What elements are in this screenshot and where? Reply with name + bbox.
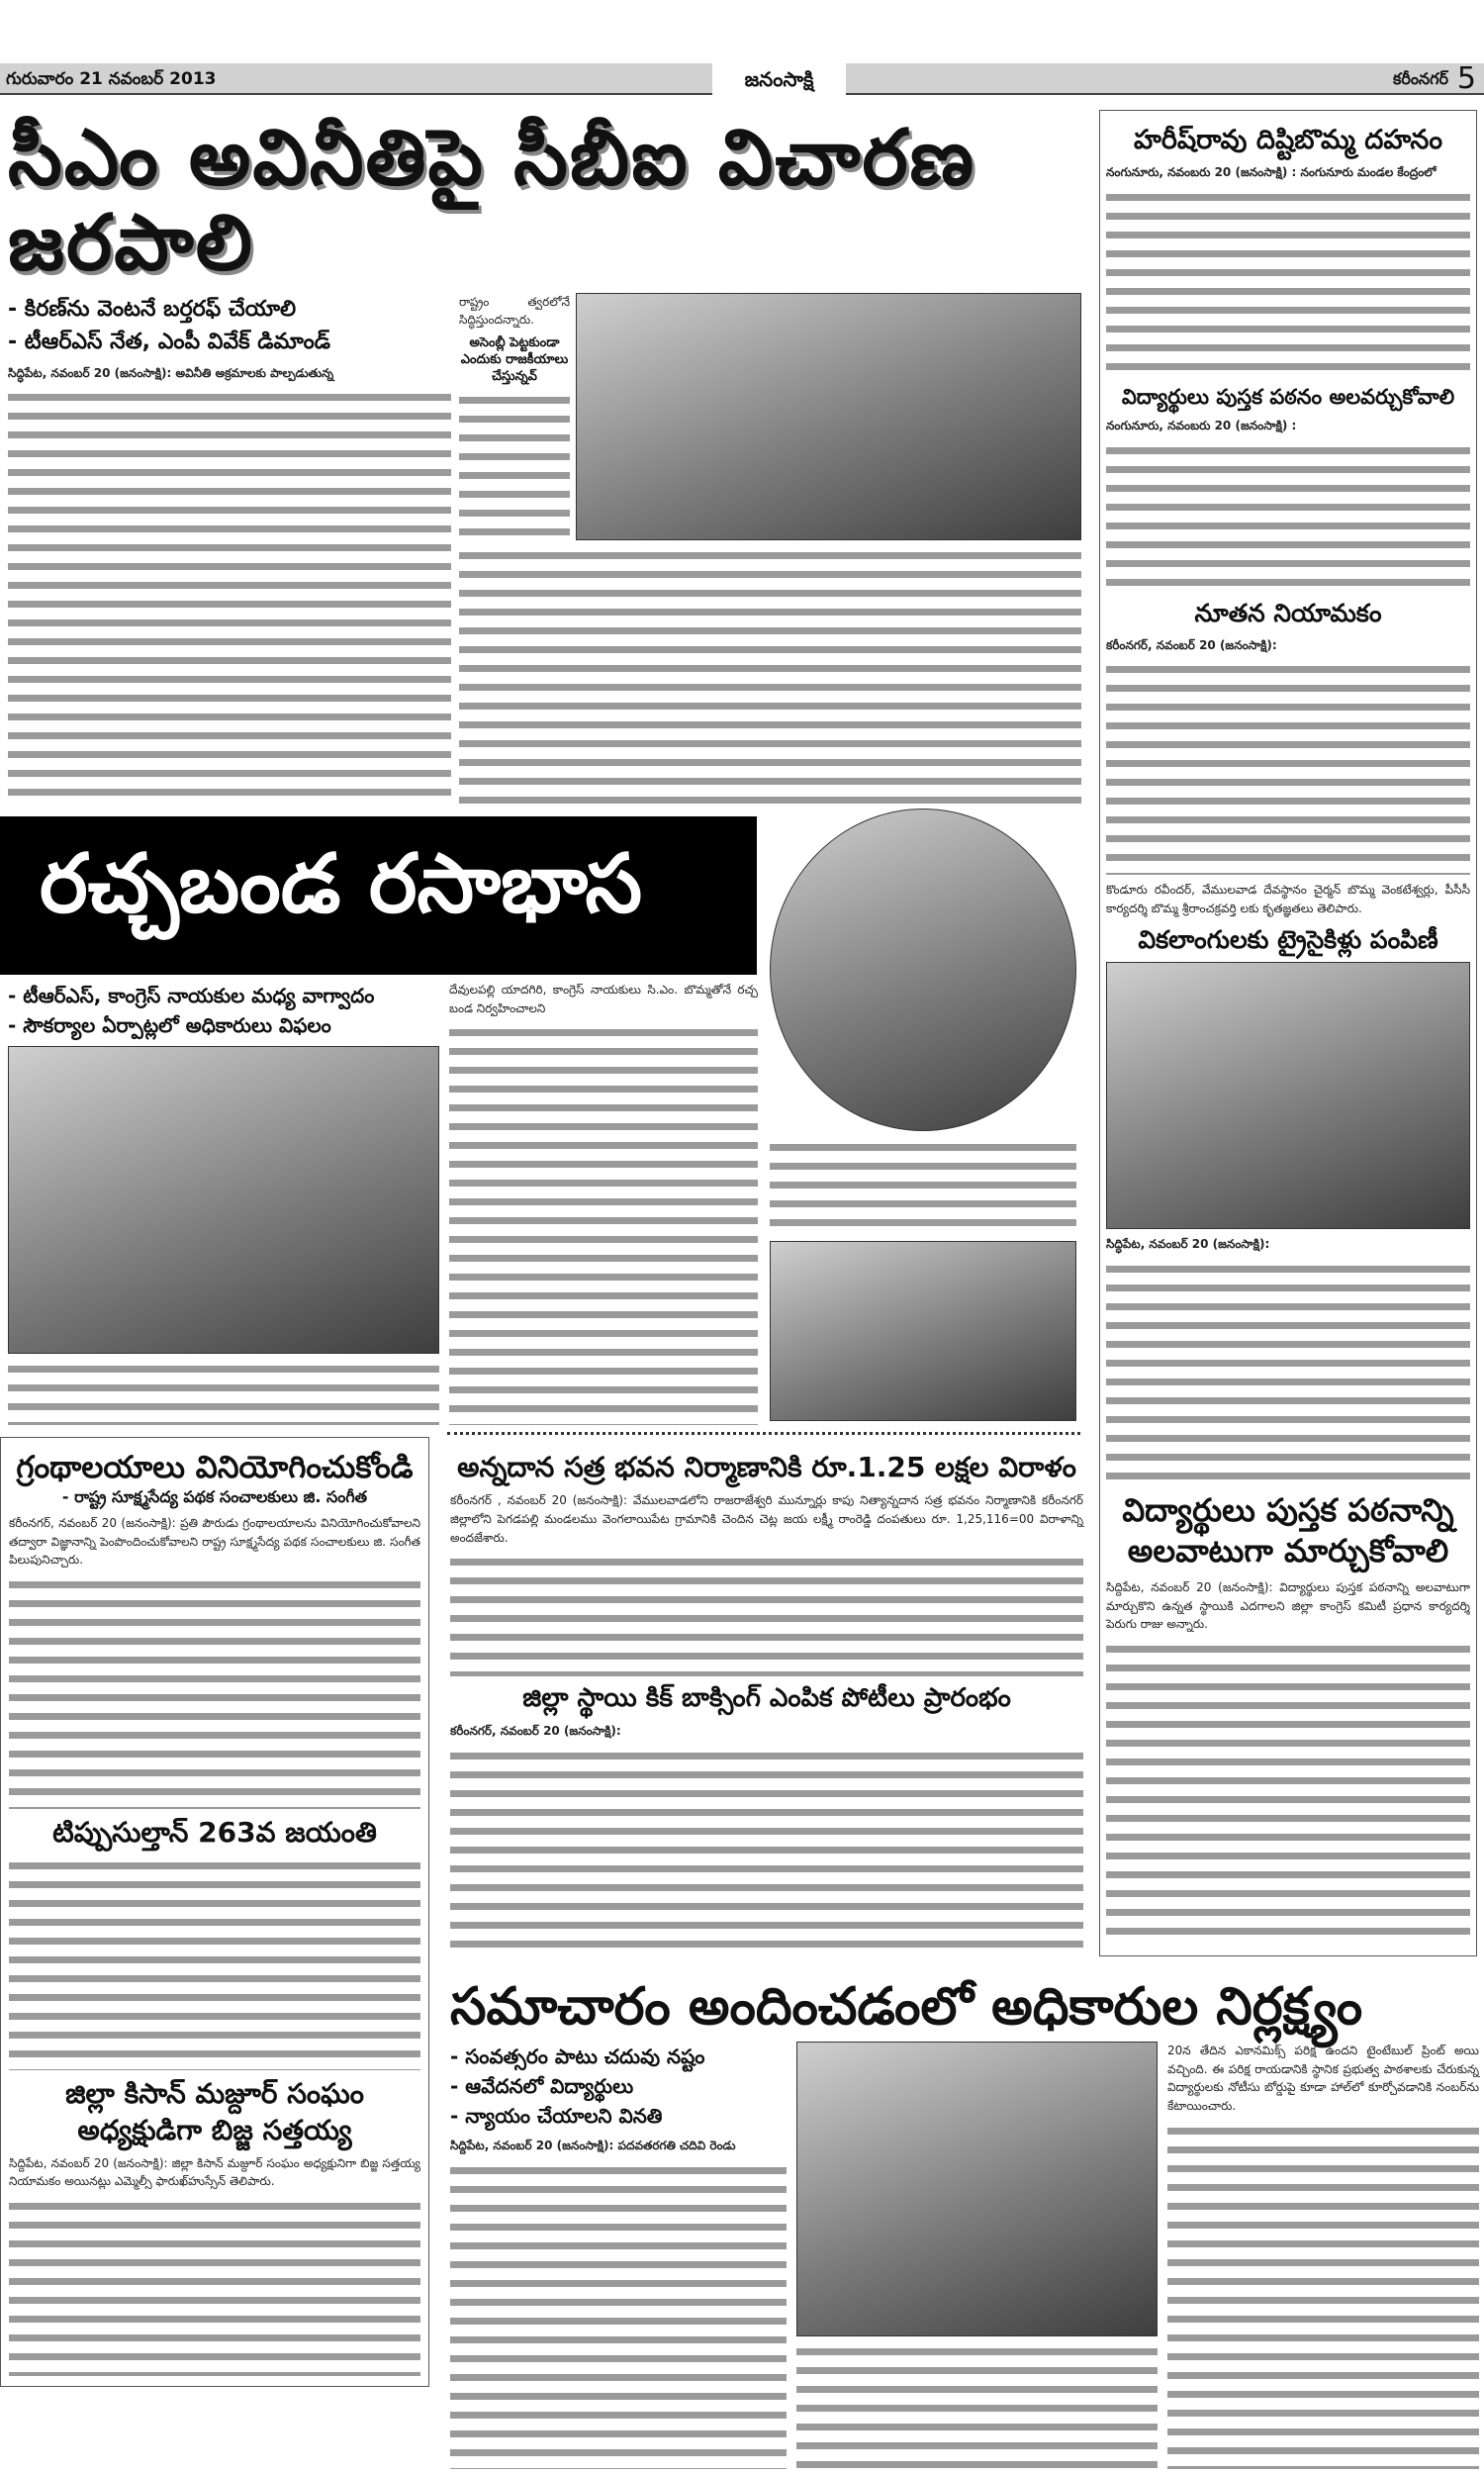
rachabanda-photo-2 bbox=[770, 1241, 1076, 1421]
appointment-body bbox=[1106, 660, 1470, 875]
kickboxing-headline: జిల్లా స్థాయి కిక్ బాక్సింగ్ ఎంపిక పోటీలు ప్రారంభం bbox=[522, 1683, 1011, 1714]
bottom-col3 bbox=[1167, 2042, 1479, 2469]
rachabanda-middle bbox=[449, 981, 762, 1425]
rachabanda-story bbox=[0, 816, 762, 1425]
kickboxing-dateline: కరీంనగర్, నవంబర్ 20 (జనంసాక్షి): bbox=[450, 1724, 621, 1739]
annadana-body-more bbox=[450, 1553, 1083, 1676]
lead-dateline: సిద్ధిపేట, నవంబర్ 20 (జనంసాక్షి): అవినీతి అక్రమాలకు పాల్పడుతున్న bbox=[8, 365, 334, 380]
lead-subhead: - కిరణ్‌ను వెంటనే బర్తరఫ్ చేయాలి bbox=[8, 296, 297, 322]
books1-dateline: నంగునూరు, నవంబరు 20 (జనంసాక్షి) : bbox=[1106, 419, 1297, 433]
lead-columns bbox=[8, 293, 1081, 807]
harish-dateline: నంగునూరు, నవంబరు 20 (జనంసాక్షి) : నంగునూరు మండల కేంద్రంలో bbox=[1106, 165, 1437, 180]
lead-headline: సీఎం అవినీతిపై సీబీఐ విచారణ జరపాలి bbox=[8, 114, 976, 288]
annadana-body: కరీంనగర్ , నవంబర్ 20 (జనంసాక్షి): వేములవాడలోని రాజరాజేశ్వరి మున్నూర్లు కాపు నిత్యాన్నదాన సత్ర భవనం నిర్మాణానికి కరీంనగర్ జిల్లాలోని పెగడపల్లి మండలము వెంగలాయిపేట గ్రామానికి చెందిన చెట్ల జయ లక్ష్మీ రాంరెడ్డి దంపతులు రూ. 1,25,116=00 విరాళాన్ని అందజేశారు. bbox=[450, 1493, 1083, 1545]
kisan-body-more bbox=[9, 2197, 420, 2376]
students-photo bbox=[796, 2042, 1158, 2336]
bottom-subhead: - ఆవేదనలో విద్యార్థులు bbox=[450, 2074, 634, 2099]
bottom-right-text: 20న తేదిన ఎకానమిక్స్ పరిక్ష ఉందని టైంటేబుల్ ప్రింట్ అయి వచ్చింది. ఈ పరిక్ష రాయడానికి స్థానిక ప్రభుత్వ పాఠశాలకు చేరుకున్న విద్యార్థులకు నోటీసు బోర్డుపై కూడా హాల్‌లో కూర్చోవడానికి నంబర్‌ను కేటాయించారు. bbox=[1167, 2044, 1479, 2113]
lead-body-lower bbox=[459, 546, 1081, 807]
lead-col2-top bbox=[459, 293, 1081, 540]
bottom-body bbox=[450, 2161, 787, 2469]
library-body-more bbox=[9, 1575, 420, 1809]
issue-date: గురువారం 21 నవంబర్ 2013 bbox=[6, 69, 217, 89]
bottom-subhead: - సంవత్సరం పాటు చదువు నష్టం bbox=[450, 2045, 705, 2069]
rachabanda-body-3 bbox=[770, 1138, 1076, 1232]
tricycle-headline: వికలాంగులకు ట్రైసైకిళ్లు పంపిణీ bbox=[1138, 924, 1438, 954]
lead-col2-text: రాష్ట్రం త్వరలోనే సిద్ధిస్తుందన్నారు. bbox=[459, 294, 570, 328]
bottom-headline: సమాచారం అందించడంలో అధికారుల నిర్లక్ష్యం bbox=[450, 1977, 1363, 2037]
newspaper-logo: జనంసాక్షి bbox=[712, 63, 846, 95]
books2-headline: విద్యార్థులు పుస్తక పఠనాన్ని అలవాటుగా మార్చుకోవాలి bbox=[1122, 1490, 1454, 1570]
library-subhead: - రాష్ట్ర సూక్ష్మసేద్య పథక సంచాలకులు జి. సంగీత bbox=[61, 1487, 368, 1507]
bottom-subhead: - న్యాయం చేయాలని వినతి bbox=[450, 2104, 663, 2129]
kisan-headline: జిల్లా కిసాన్ మజ్దూర్ సంఘం అధ్యక్షుడిగా బిజ్జ సత్తయ్య bbox=[65, 2077, 364, 2146]
appointment-headline: నూతన నియామకం bbox=[1194, 599, 1382, 628]
rachabanda-crowd-photo bbox=[8, 1046, 439, 1354]
middle-lower-stories bbox=[450, 1450, 1083, 1954]
bottom-story bbox=[450, 1979, 1479, 2469]
lead-photo bbox=[576, 293, 1081, 540]
bottom-right-body bbox=[1167, 2122, 1479, 2469]
bottom-body-2 bbox=[796, 2342, 1158, 2469]
books1-headline: విద్యార్థులు పుస్తక పఠనం అలవర్చుకోవాలి bbox=[1121, 384, 1455, 409]
lead-crosshead: అసెంబ్లీ పెట్టకుండా ఎందుకు రాజకీయాలు చేస్తున్నవ్ bbox=[460, 334, 569, 384]
harish-headline: హరీష్‌రావు దిష్టిబొమ్మ దహనం bbox=[1133, 125, 1443, 155]
annadana-headline: అన్నదాన సత్ర భవన నిర్మాణానికి రూ.1.25 లక్షల విరాళం bbox=[457, 1451, 1076, 1483]
left-column-box bbox=[0, 1437, 429, 2387]
appointment-dateline: కరీంనగర్, నవంబర్ 20 (జనంసాక్షి): bbox=[1106, 637, 1277, 652]
rachabanda-circle-photo bbox=[770, 809, 1076, 1131]
tippu-headline: టిప్పుసుల్తాన్ 263వ జయంతి bbox=[52, 1815, 377, 1849]
rachabanda-columns bbox=[0, 981, 762, 1425]
kickboxing-body bbox=[450, 1747, 1083, 1954]
divider bbox=[447, 1432, 1080, 1435]
lead-subhead: - టీఆర్ఎస్ నేత, ఎంపీ వివేక్ డిమాండ్ bbox=[8, 329, 331, 354]
page-header bbox=[0, 63, 1484, 95]
books1-body bbox=[1106, 441, 1470, 592]
tippu-body bbox=[9, 1856, 420, 2070]
lead-col2-body bbox=[459, 391, 570, 539]
books2-body-more bbox=[1106, 1640, 1470, 1944]
rachabanda-subhead: - టీఆర్ఎస్, కాంగ్రెస్ నాయకుల మధ్య వాగ్వాదం bbox=[8, 984, 375, 1007]
right-column-box bbox=[1099, 110, 1477, 1956]
books2-body: సిద్దిపేట, నవంబర్ 20 (జనంసాక్షి): విద్యార్థులు పుస్తక పఠనాన్ని అలవాటుగా మార్చుకొని ఉన్నత స్థాయికి ఎదగాలని జిల్లా కాంగ్రెస్ కమిటీ ప్రధాన కార్యదర్శి పెరుగు రాజు అన్నారు. bbox=[1106, 1580, 1470, 1632]
bottom-col1 bbox=[450, 2042, 787, 2469]
lead-body-text bbox=[8, 388, 451, 807]
bottom-columns bbox=[450, 2042, 1479, 2469]
rachabanda-body-2 bbox=[8, 1360, 439, 1425]
rachabanda-left bbox=[0, 981, 439, 1425]
lead-story bbox=[8, 114, 1081, 807]
lead-col2 bbox=[459, 293, 1081, 807]
rachabanda-headline: రచ్చబండ రసాభాస bbox=[0, 816, 757, 975]
harish-body bbox=[1106, 188, 1470, 378]
tricycle-dateline: సిద్ధిపేట, నవంబర్ 20 (జనంసాక్షి): bbox=[1106, 1237, 1270, 1252]
edition-city: కరీంనగర్ bbox=[1392, 69, 1448, 88]
rachabanda-subhead: - సౌకర్యాల ఏర్పాట్లలో అధికారులు విఫలం bbox=[8, 1013, 331, 1037]
tricycle-photo bbox=[1106, 962, 1470, 1229]
rachabanda-body bbox=[449, 1023, 758, 1425]
rachabanda-col-text: దేవులపల్లి యాదగిరి, కాంగ్రెస్ నాయకులు సి.ఎం. బొమ్మతోనే రచ్చ బండ నిర్వహించాలని bbox=[449, 983, 758, 1015]
lead-col2-narrow bbox=[459, 293, 570, 540]
page-number: 5 bbox=[1456, 61, 1476, 96]
lead-col1 bbox=[8, 293, 451, 807]
tricycle-body bbox=[1106, 1260, 1470, 1484]
bottom-dateline: సిద్దిపేట, నవంబర్ 20 (జనంసాక్షి): పదవతరగతి చదివి రెండు bbox=[450, 2139, 736, 2153]
bottom-col2 bbox=[796, 2042, 1158, 2469]
library-body: కరీంనగర్, నవంబర్ 20 (జనంసాక్షి): ప్రతి పౌరుడు గ్రంథాలయాలను వినియోగించుకోవాలని తద్వారా విజ్ఞానాన్ని పెంపొందించుకోవాలని రాష్ట్ర సూక్ష్మసేద్య పథక సంచాలకులు జి. సంగీత పిలుపునిచ్చారు. bbox=[9, 1516, 420, 1568]
library-headline: గ్రంథాలయాలు వినియోగించుకోండి bbox=[16, 1450, 414, 1485]
appointment-tail: కొండూరు రవీందర్, వేములవాడ దేవస్థానం చైర్మన్ బొమ్మ వెంకటేశ్వర్లు, పీసీసీ కార్యదర్శి బొమ్మ శ్రీరాంచక్రవర్తి లకు కృతజ్ఞతలు తెలిపారు. bbox=[1106, 883, 1470, 915]
kisan-body: సిద్దిపేట, నవంబర్ 20 (జనంసాక్షి): జిల్లా కిసాన్ మజ్దూర్ సంఘం అధ్యక్షునిగా బిజ్జ సత్తయ్య నియామకం అయినట్లు ఎమ్మెల్సీ ఫారుఖ్‌హుస్సేన్ తెలిపారు. bbox=[9, 2155, 420, 2189]
